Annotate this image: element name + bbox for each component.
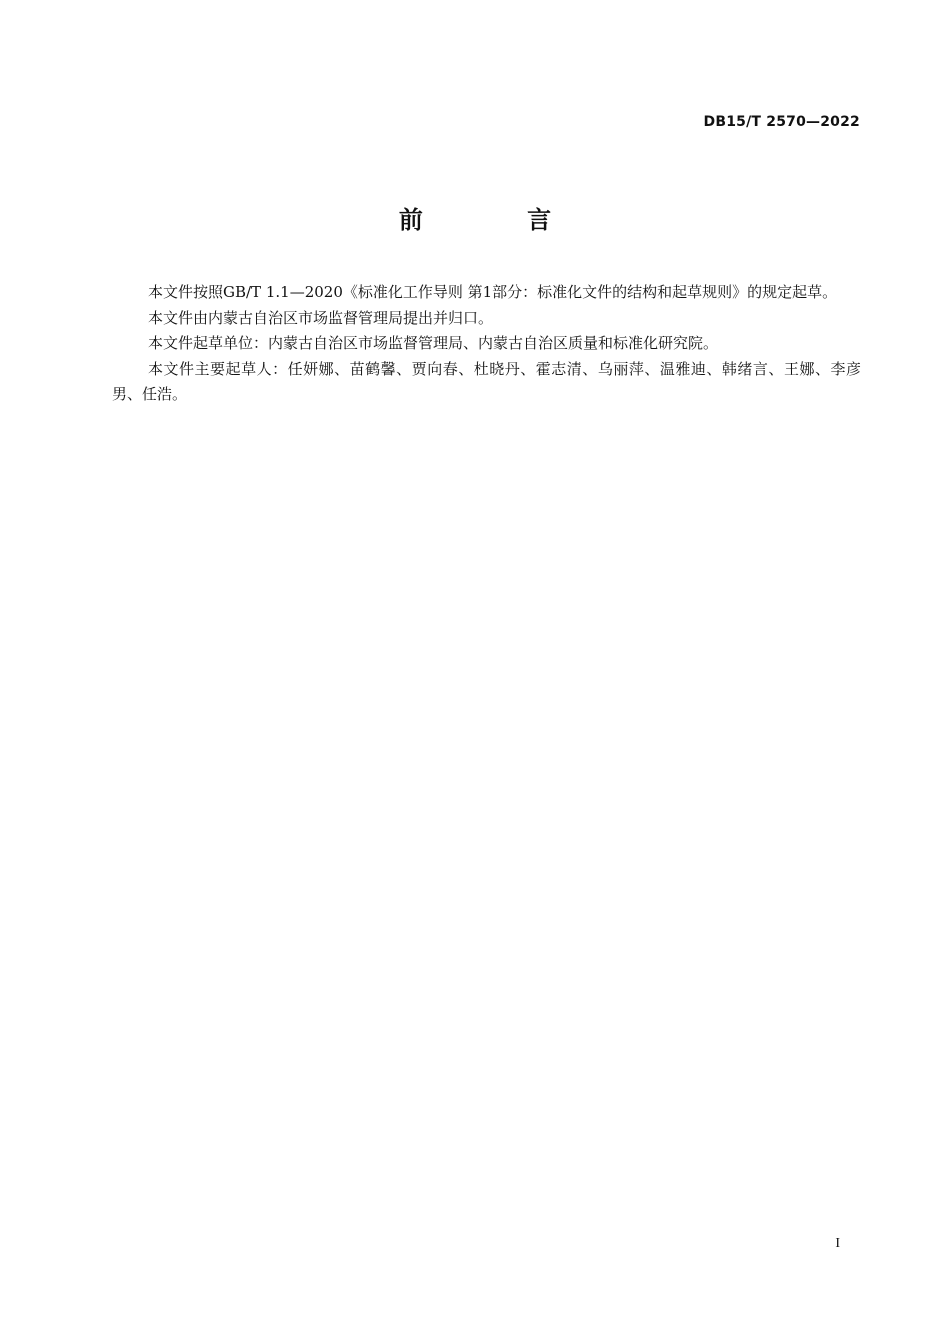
paragraph-proposer: 本文件由内蒙古自治区市场监督管理局提出并归口。 xyxy=(148,308,494,327)
preface-body xyxy=(112,280,861,408)
paragraph-drafters: 本文件主要起草人：任妍娜、苗鹤馨、贾向春、杜晓丹、霍志清、乌丽萍、温雅迪、韩绪言、王娜、李彦男、任浩。 xyxy=(112,359,861,403)
page-number: I xyxy=(835,1236,840,1251)
paragraph-drafting-basis: 本文件按照GB/T 1.1—2020《标准化工作导则 第1部分：标准化文件的结构和起草规则》的规定起草。 xyxy=(148,283,838,301)
page-title: 前 言 xyxy=(398,206,600,234)
paragraph-drafting-units: 本文件起草单位：内蒙古自治区市场监督管理局、内蒙古自治区质量和标准化研究院。 xyxy=(148,334,719,352)
standard-code: DB15/T 2570—2022 xyxy=(703,114,860,130)
